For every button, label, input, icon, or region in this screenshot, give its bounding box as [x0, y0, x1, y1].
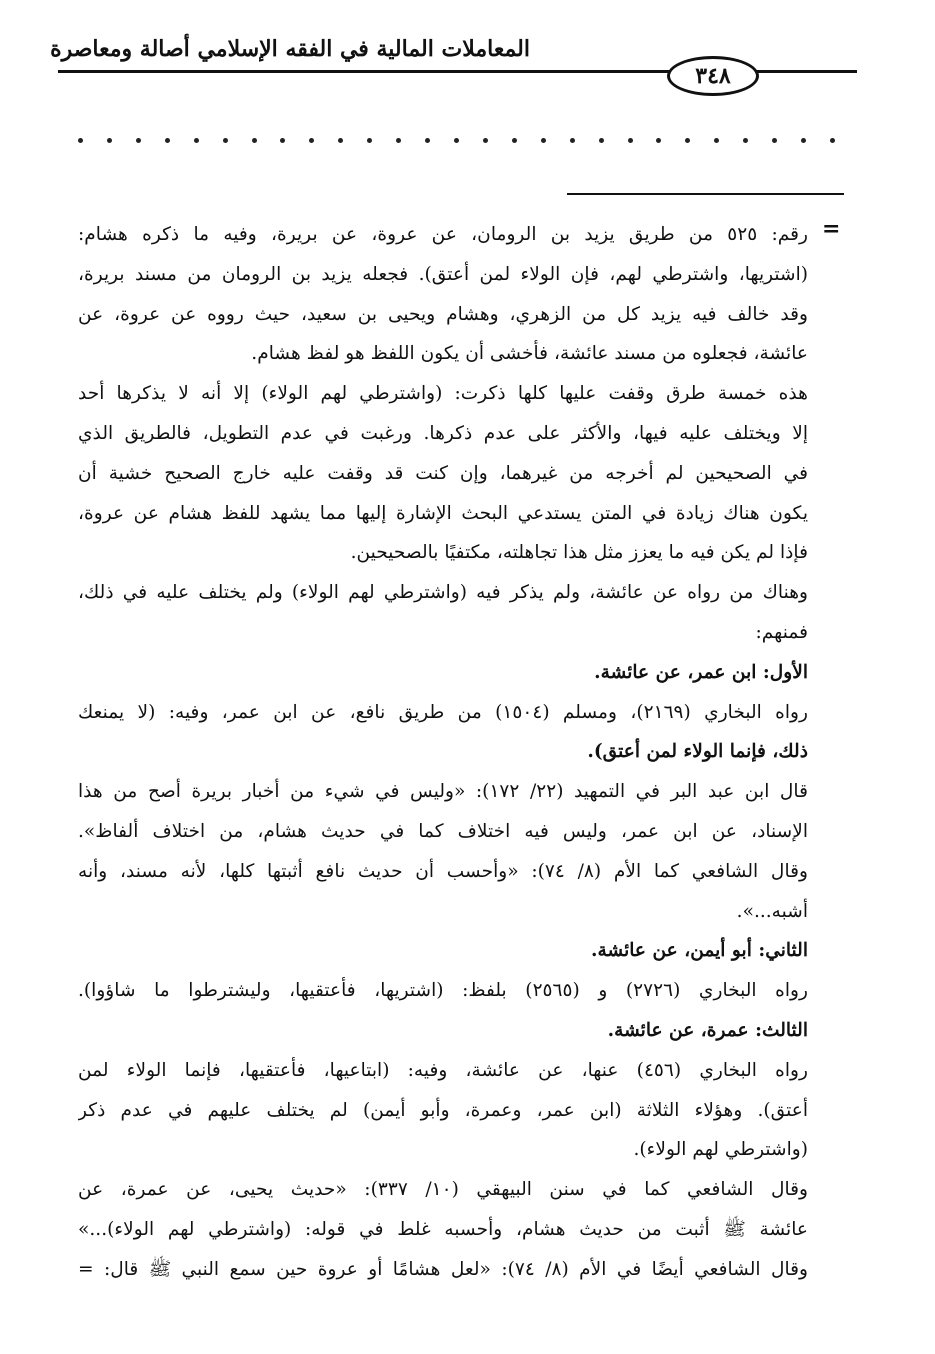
ellipsis-dot: [223, 138, 228, 143]
ellipsis-dot: [396, 138, 401, 143]
ellipsis-dot: [483, 138, 488, 143]
ellipsis-dot: [78, 138, 83, 143]
footnote-line: فإذا لم يكن فيه ما يعزز مثل هذا تجاهلته، مكتفيًا بالصحيحين.: [350, 542, 808, 564]
ellipsis-dot: [454, 138, 459, 143]
footnote-separator: [567, 193, 844, 195]
footnote-line: وقد خالف فيه يزيد كل من الزهري، وهشام ويحيى بن سعيد، حيث رووه عن عروة، عن: [78, 303, 808, 325]
ellipsis-dot: [165, 138, 170, 143]
footnote-line: هذه خمسة طرق وقفت عليها كلها ذكرت: (واشترطي لهم الولاء) إلا أنه لا يذكرها أحد: [78, 383, 808, 405]
footnote-line: (واشترطي لهم الولاء).: [633, 1139, 808, 1161]
ellipsis-dot: [656, 138, 661, 143]
section-heading-line: ذلك، فإنما الولاء لمن أعتق).: [587, 741, 808, 763]
section-heading-line: الأول: ابن عمر، عن عائشة.: [594, 661, 808, 683]
ellipsis-dot: [512, 138, 517, 143]
footnote-line: في الصحيحين لم أخرجه من غيرهما، وإن كنت قد وقفت عليه خارج الصحيح خشية أن: [78, 462, 808, 484]
footnote-continuation-mark: =: [822, 216, 841, 242]
ellipsis-dot: [830, 138, 835, 143]
footnote-line: فمنهم:: [755, 621, 808, 643]
footnote-line: وقال الشافعي كما في سنن البيهقي (١٠/ ٣٣٧): «حديث يحيى، عن عمرة، عن: [78, 1179, 808, 1201]
footnote-body: [78, 215, 808, 1290]
footnote-line: وهناك من رواه عن عائشة، ولم يذكر فيه (واشترطي لهم الولاء) ولم يختلف عليه في ذلك،: [78, 582, 808, 604]
footnote-line: أعتق). وهؤلاء الثلاثة (ابن عمر، وعمرة، وأبو أيمن) لم يختلف عليهم في عدم ذكر: [78, 1099, 808, 1121]
ellipsis-dot: [136, 138, 141, 143]
ellipsis-dot: [570, 138, 575, 143]
ellipsis-dot: [628, 138, 633, 143]
ellipsis-dot: [541, 138, 546, 143]
ellipsis-dot: [252, 138, 257, 143]
footnote-line: رواه البخاري (٤٥٦) عنها، عن عائشة، وفيه: (ابتاعيها، فأعتقيها، فإنما الولاء لمن: [78, 1059, 808, 1081]
ellipsis-dot: [309, 138, 314, 143]
footnote-line: رقم: ٥٢٥ من طريق يزيد بن الرومان، عن عروة، عن بريرة، وفيه ما ذكره هشام:: [78, 224, 808, 245]
footnote-line: (اشتريها، واشترطي لهم، فإن الولاء لمن أعتق). فجعله يزيد بن الرومان من مسند بريرة،: [78, 263, 808, 285]
ellipsis-dot: [425, 138, 430, 143]
ellipsis-dot: [685, 138, 690, 143]
section-heading-line: الثاني: أبو أيمن، عن عائشة.: [591, 940, 808, 962]
ellipsis-dot: [338, 138, 343, 143]
ellipsis-dot: [714, 138, 719, 143]
ellipsis-dot: [743, 138, 748, 143]
footnote-line: عائشة ﷺ أثبت من حديث هشام، وأحسبه غلط في قوله: (واشترطي لهم الولاء)...»: [78, 1218, 808, 1240]
ellipsis-dot: [194, 138, 199, 143]
page-number-text: ٣٤٨: [695, 63, 731, 89]
ellipsis-dot-row: [78, 138, 835, 143]
footnote-line: قال ابن عبد البر في التمهيد (٢٢/ ١٧٢): «وليس في شيء من أخبار بريرة أصح من هذا: [78, 781, 808, 803]
ellipsis-dot: [599, 138, 604, 143]
footnote-line: الإسناد، عن ابن عمر، وليس فيه اختلاف كما في حديث هشام، من اختلاف ألفاظ».: [78, 820, 808, 842]
running-title: المعاملات المالية في الفقه الإسلامي أصالة ومعاصرة: [50, 36, 530, 62]
ellipsis-dot: [280, 138, 285, 143]
page-number: [667, 56, 759, 96]
section-heading-line: الثالث: عمرة، عن عائشة.: [607, 1019, 808, 1041]
footnote-line: أشبه...».: [736, 900, 808, 922]
footnote-line: وقال الشافعي أيضًا في الأم (٨/ ٧٤): «لعل هشامًا أو عروة حين سمع النبي ﷺ قال: =: [78, 1258, 808, 1280]
footnote-line: رواه البخاري (٢١٦٩)، ومسلم (١٥٠٤) من طريق نافع، عن ابن عمر، وفيه: (لا يمنعك: [78, 701, 808, 723]
footnote-line: عائشة، فجعلوه من مسند عائشة، فأخشى أن يكون اللفظ هو لفظ هشام.: [251, 343, 808, 365]
footnote-line: إلا ويختلف عليه فيها، والأكثر على عدم ذكرها. ورغبت في عدم التطويل، فالطريق الذي: [78, 422, 808, 444]
ellipsis-dot: [107, 138, 112, 143]
ellipsis-dot: [367, 138, 372, 143]
footnote-line: رواه البخاري (٢٧٢٦) و (٢٥٦٥) بلفظ: (اشتريها، فأعتقيها، وليشترطوا ما شاؤوا).: [78, 980, 808, 1002]
ellipsis-dot: [801, 138, 806, 143]
footnote-line: وقال الشافعي كما الأم (٨/ ٧٤): «وأحسب أن حديث نافع أثبتها كلها، لأنه مسند، وأنه: [78, 860, 808, 882]
footnote-line: يكون هناك زيادة في المتن يستدعي البحث الإشارة إليها مما يشهد للفظ هشام عن عروة،: [78, 502, 808, 524]
ellipsis-dot: [772, 138, 777, 143]
